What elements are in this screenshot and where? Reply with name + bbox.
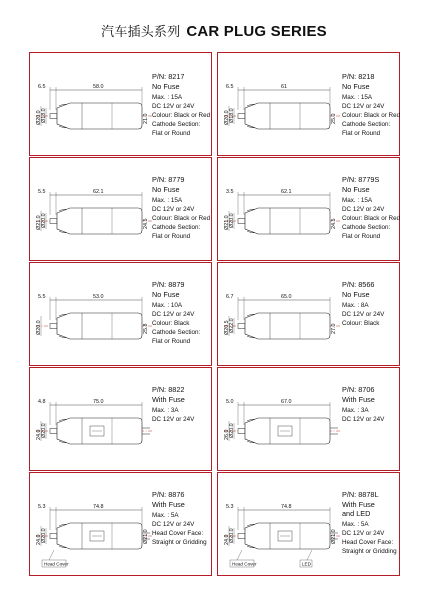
plug-body [245, 208, 330, 234]
spec-line: Straight or Gridding [342, 547, 397, 555]
callout-label: Head Cover [232, 561, 257, 567]
spec-line: Colour: Black or Red [342, 112, 401, 120]
total-length-label: 74.8 [281, 504, 292, 510]
product-specs [342, 73, 400, 139]
product-drawing [218, 368, 348, 472]
plug-drawing [224, 294, 340, 339]
product-specs [152, 176, 210, 242]
spec-line: Flat or Round [152, 337, 191, 345]
fuse-type: No Fuse [342, 82, 370, 92]
fuse-type: With Fuse [152, 500, 185, 510]
plug-tip [50, 429, 57, 434]
spec-line: Max. : 15A [152, 94, 183, 102]
plug-body [57, 208, 142, 234]
spec-line: Max. : 5A [152, 512, 179, 520]
product-drawing [30, 368, 160, 472]
diameter-label-2: Ø18.0 [229, 108, 235, 123]
spec-line: DC 12V or 24V [342, 311, 385, 319]
plug-drawing [36, 189, 152, 234]
spec-line: Cathode Section: [342, 121, 391, 129]
spec-line: Colour: Black or Red [342, 215, 401, 223]
spec-line: Max. : 10A [152, 302, 183, 310]
plug-tip [50, 219, 57, 224]
spec-line: DC 12V or 24V [152, 521, 195, 529]
tip-length-label: 5.3 [38, 504, 46, 510]
head-diameter-label: Ø21.0 [331, 529, 337, 544]
product-cell [217, 472, 400, 576]
spec-line: Cathode Section: [152, 224, 201, 232]
total-length-label: 62.1 [93, 189, 104, 195]
spec-line: DC 12V or 24V [342, 103, 385, 111]
spec-line: Head Cover Face: [152, 530, 204, 538]
plug-drawing [224, 399, 340, 444]
spec-line: Colour: Black [342, 320, 380, 328]
diameter-label-1: Ø20.0 [224, 110, 230, 125]
total-length-label: 75.0 [93, 399, 104, 405]
part-number: P/N: 8876 [152, 490, 185, 499]
title-chinese: 汽车插头系列 [101, 25, 181, 40]
spec-line: Max. : 15A [342, 94, 373, 102]
spec-line: Flat or Round [152, 232, 191, 240]
fuse-type: No Fuse [152, 290, 180, 300]
part-number: P/N: 8879 [152, 280, 185, 289]
diameter-label-2: Ø20.0 [229, 528, 235, 543]
diameter-label-1: 24.0 [36, 429, 42, 440]
product-specs [152, 386, 194, 425]
plug-body [57, 313, 142, 339]
spec-line: Max. : 3A [152, 407, 179, 415]
product-drawing [30, 263, 160, 367]
product-cell [217, 367, 400, 471]
plug-drawing [36, 399, 152, 444]
plug-drawing [224, 189, 340, 234]
fuse-type: With Fuse [152, 395, 185, 405]
total-length-label: 62.1 [281, 189, 292, 195]
spec-line: Max. : 5A [342, 521, 369, 529]
part-number: P/N: 8779S [342, 175, 380, 184]
fuse-type: No Fuse [152, 185, 180, 195]
head-diameter-label: Ø21.0 [143, 529, 149, 544]
spec-line: Colour: Black [152, 320, 190, 328]
product-drawing [30, 53, 160, 157]
diameter-label-1: Ø20.0 [36, 110, 42, 125]
plug-drawing [36, 84, 152, 129]
product-cell [29, 157, 212, 261]
spec-line: DC 12V or 24V [342, 206, 385, 214]
tip-length-label: 5.5 [38, 189, 46, 195]
plug-drawing [224, 504, 340, 567]
tip-length-label: 6.5 [38, 84, 46, 90]
product-cell [217, 157, 400, 261]
fuse-type: With Fuse and LED [342, 500, 375, 519]
head-diameter-label: 25.8 [143, 323, 149, 334]
diameter-label-2: Ø22.0 [229, 318, 235, 333]
spec-line: Flat or Round [152, 129, 191, 137]
diameter-label-2: Ø20.0 [41, 213, 47, 228]
diameter-label-1: 26.0 [224, 429, 230, 440]
spec-line: Cathode Section: [152, 329, 201, 337]
fuse-type: No Fuse [342, 185, 370, 195]
product-specs [152, 491, 207, 548]
spec-line: Straight or Gridding [152, 539, 207, 547]
head-diameter-label: 27.0 [331, 323, 337, 334]
tip-length-label: 5.3 [226, 504, 234, 510]
spec-line: Cathode Section: [152, 121, 201, 129]
plug-tip [238, 534, 245, 539]
plug-drawing [36, 294, 152, 339]
spec-line: Colour: Black or Red [152, 215, 211, 223]
diameter-label-2: Ø20.0 [229, 423, 235, 438]
title-english: CAR PLUG SERIES [186, 23, 327, 40]
product-cell [217, 52, 400, 156]
part-number: P/N: 8878L [342, 490, 379, 499]
total-length-label: 61 [281, 84, 287, 90]
spec-line: Colour: Black or Red [152, 112, 211, 120]
diameter-label-2: Ø20.0 [41, 528, 47, 543]
spec-line: Flat or Round [342, 232, 381, 240]
tip-length-label: 6.7 [226, 294, 234, 300]
diameter-label-2: Ø18.0 [41, 108, 47, 123]
product-drawing [218, 263, 348, 367]
product-specs [152, 73, 210, 139]
head-diameter-label: 24.5 [143, 218, 149, 229]
total-length-label: 53.0 [93, 294, 104, 300]
product-cell [29, 472, 212, 576]
total-length-label: 74.8 [93, 504, 104, 510]
diameter-label-1: Ø20.5 [224, 320, 230, 335]
plug-drawing [224, 84, 340, 129]
diameter-label-1: Ø21.0 [36, 215, 42, 230]
tip-length-label: 5.0 [226, 399, 234, 405]
plug-tip [238, 219, 245, 224]
spec-line: DC 12V or 24V [152, 103, 195, 111]
page-title [0, 21, 428, 40]
diameter-label-2: Ø20.0 [229, 213, 235, 228]
spec-line: Head Cover Face: [342, 539, 394, 547]
part-number: P/N: 8217 [152, 72, 185, 81]
product-cell [29, 367, 212, 471]
diameter-label-1: 24.0 [36, 534, 42, 545]
part-number: P/N: 8706 [342, 385, 375, 394]
diameter-label-1: Ø21.0 [224, 215, 230, 230]
fuse-type: No Fuse [152, 82, 180, 92]
head-diameter-label: 25.0 [331, 113, 337, 124]
total-length-label: 58.0 [93, 84, 104, 90]
spec-line: DC 12V or 24V [152, 416, 195, 424]
total-length-label: 67.0 [281, 399, 292, 405]
plug-tip [238, 429, 245, 434]
plug-body [245, 313, 330, 339]
plug-tip [50, 114, 57, 119]
product-cell [29, 262, 212, 366]
product-drawing [218, 473, 348, 577]
fuse-type: With Fuse [342, 395, 375, 405]
callout-label: Head Cover [44, 561, 69, 567]
spec-line: Cathode Section: [342, 224, 391, 232]
diameter-label-1: 24.0 [224, 534, 230, 545]
plug-tip [50, 534, 57, 539]
product-cell [29, 52, 212, 156]
product-specs [342, 281, 384, 329]
spec-line: Max. : 15A [152, 197, 183, 205]
product-specs [342, 386, 384, 425]
product-drawing [218, 158, 348, 262]
spec-line: DC 12V or 24V [152, 206, 195, 214]
part-number: P/N: 8566 [342, 280, 375, 289]
plug-drawing [36, 504, 152, 567]
tip-length-label: 5.5 [38, 294, 46, 300]
head-diameter-label: 21.0 [143, 113, 149, 124]
product-drawing [218, 53, 348, 157]
part-number: P/N: 8779 [152, 175, 185, 184]
product-drawing [30, 158, 160, 262]
plug-body [245, 103, 330, 129]
spec-line: Max. : 15A [342, 197, 373, 205]
fuse-type: No Fuse [342, 290, 370, 300]
spec-line: DC 12V or 24V [342, 416, 385, 424]
product-drawing [30, 473, 160, 577]
spec-line: DC 12V or 24V [152, 311, 195, 319]
plug-body [57, 103, 142, 129]
plug-tip [238, 114, 245, 119]
product-specs [152, 281, 200, 347]
tip-length-label: 3.5 [226, 189, 234, 195]
plug-tip [50, 324, 57, 329]
product-specs [342, 176, 400, 242]
product-specs [342, 491, 397, 557]
tip-length-label: 4.8 [38, 399, 46, 405]
spec-line: Max. : 8A [342, 302, 369, 310]
total-length-label: 65.0 [281, 294, 292, 300]
product-cell [217, 262, 400, 366]
callout-label: LED [302, 561, 311, 567]
spec-line: Flat or Round [342, 129, 381, 137]
part-number: P/N: 8822 [152, 385, 185, 394]
plug-tip [238, 324, 245, 329]
spec-line: Max. : 3A [342, 407, 369, 415]
spec-line: DC 12V or 24V [342, 530, 385, 538]
diameter-label-1: Ø20.0 [36, 320, 42, 335]
part-number: P/N: 8218 [342, 72, 375, 81]
tip-length-label: 6.5 [226, 84, 234, 90]
diameter-label-2: Ø20.0 [41, 423, 47, 438]
head-diameter-label: 24.5 [331, 218, 337, 229]
